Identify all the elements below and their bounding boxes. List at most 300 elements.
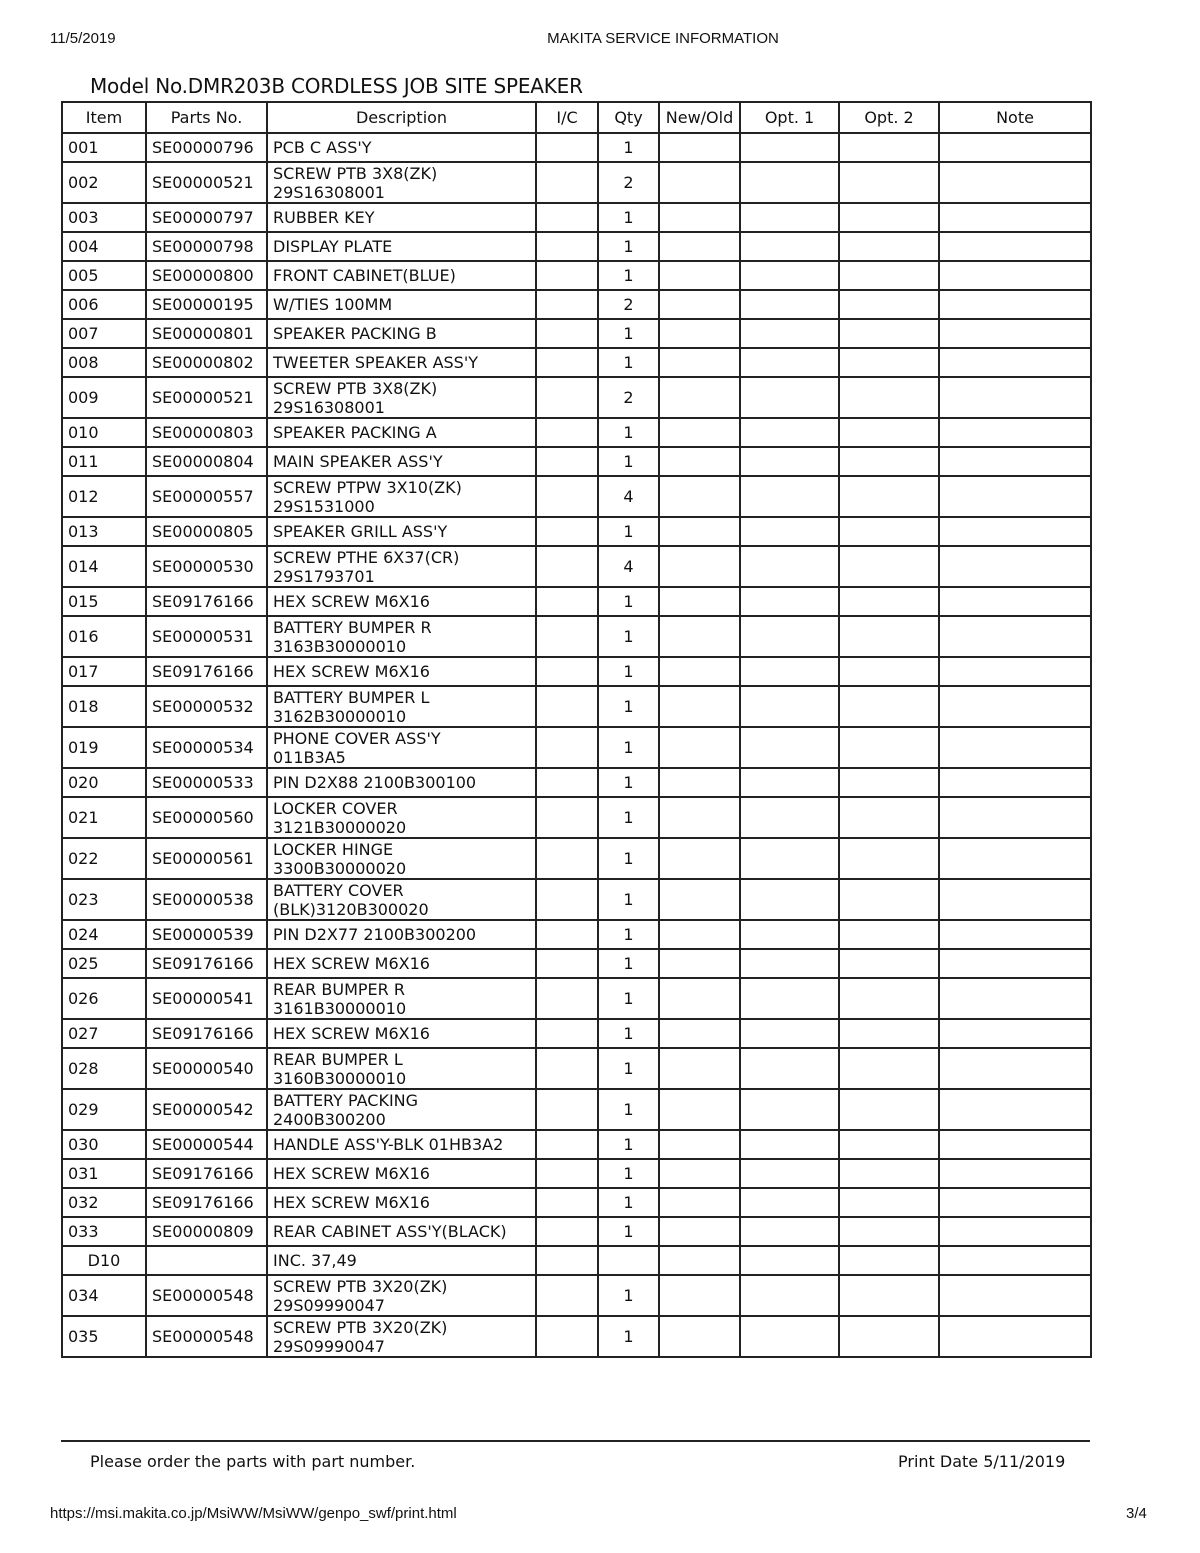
description-line: 29S16308001 bbox=[273, 397, 385, 417]
cell-description bbox=[267, 1275, 536, 1316]
cell-qty: 1 bbox=[598, 261, 659, 290]
cell-opt1 bbox=[740, 447, 839, 476]
cell-opt1 bbox=[740, 920, 839, 949]
cell-item: 009 bbox=[62, 377, 146, 418]
cell-opt2 bbox=[839, 377, 939, 418]
cell-new-old bbox=[659, 1246, 740, 1275]
cell-ic bbox=[536, 978, 598, 1019]
table-row bbox=[62, 727, 1091, 768]
cell-description bbox=[267, 797, 536, 838]
parts-table bbox=[61, 101, 1092, 1358]
cell-note bbox=[939, 377, 1091, 418]
cell-new-old bbox=[659, 348, 740, 377]
cell-item: 034 bbox=[62, 1275, 146, 1316]
cell-note bbox=[939, 1188, 1091, 1217]
table-row bbox=[62, 418, 1091, 447]
description-line: FRONT CABINET(BLUE) bbox=[273, 266, 456, 285]
cell-opt2 bbox=[839, 546, 939, 587]
description-line: 29S09990047 bbox=[273, 1295, 385, 1315]
cell-opt2 bbox=[839, 1246, 939, 1275]
cell-note bbox=[939, 476, 1091, 517]
cell-note bbox=[939, 517, 1091, 546]
footer-print-date: Print Date 5/11/2019 bbox=[898, 1452, 1066, 1471]
table-row bbox=[62, 1130, 1091, 1159]
cell-item: 029 bbox=[62, 1089, 146, 1130]
cell-opt1 bbox=[740, 476, 839, 517]
description-line: SCREW PTHE 6X37(CR) bbox=[273, 547, 460, 567]
cell-note bbox=[939, 920, 1091, 949]
cell-description bbox=[267, 1089, 536, 1130]
cell-qty: 1 bbox=[598, 133, 659, 162]
cell-new-old bbox=[659, 879, 740, 920]
browser-footer-page-number: 3/4 bbox=[1126, 1505, 1147, 1522]
cell-opt2 bbox=[839, 1316, 939, 1357]
cell-new-old bbox=[659, 1089, 740, 1130]
cell-ic bbox=[536, 768, 598, 797]
cell-opt1 bbox=[740, 768, 839, 797]
browser-header-date: 11/5/2019 bbox=[50, 30, 116, 47]
cell-parts-no: SE00000560 bbox=[146, 797, 267, 838]
cell-note bbox=[939, 162, 1091, 203]
cell-parts-no: SE00000539 bbox=[146, 920, 267, 949]
cell-item: 015 bbox=[62, 587, 146, 616]
cell-opt2 bbox=[839, 1048, 939, 1089]
cell-qty: 1 bbox=[598, 1275, 659, 1316]
cell-parts-no: SE00000542 bbox=[146, 1089, 267, 1130]
description-line: 29S09990047 bbox=[273, 1336, 385, 1356]
table-row bbox=[62, 319, 1091, 348]
cell-description bbox=[267, 517, 536, 546]
table-header-row bbox=[62, 102, 1091, 133]
cell-item: 017 bbox=[62, 657, 146, 686]
cell-description bbox=[267, 978, 536, 1019]
cell-qty: 1 bbox=[598, 418, 659, 447]
cell-item: 031 bbox=[62, 1159, 146, 1188]
cell-ic bbox=[536, 348, 598, 377]
table-row bbox=[62, 587, 1091, 616]
cell-qty: 1 bbox=[598, 1089, 659, 1130]
cell-note bbox=[939, 838, 1091, 879]
table-row bbox=[62, 232, 1091, 261]
description-line: SCREW PTB 3X20(ZK) bbox=[273, 1276, 448, 1296]
table-row bbox=[62, 377, 1091, 418]
cell-parts-no: SE00000541 bbox=[146, 978, 267, 1019]
parts-table-body bbox=[62, 133, 1091, 1357]
column-header-item: Item bbox=[62, 102, 146, 133]
table-row bbox=[62, 546, 1091, 587]
description-line: BATTERY BUMPER R bbox=[273, 617, 432, 637]
cell-note bbox=[939, 546, 1091, 587]
cell-opt1 bbox=[740, 1316, 839, 1357]
cell-item: 020 bbox=[62, 768, 146, 797]
cell-new-old bbox=[659, 1188, 740, 1217]
cell-note bbox=[939, 879, 1091, 920]
cell-qty: 1 bbox=[598, 1217, 659, 1246]
description-line: HANDLE ASS'Y-BLK 01HB3A2 bbox=[273, 1135, 504, 1154]
cell-note bbox=[939, 1048, 1091, 1089]
cell-note bbox=[939, 978, 1091, 1019]
description-line: 2400B300200 bbox=[273, 1109, 386, 1129]
cell-opt1 bbox=[740, 587, 839, 616]
table-row bbox=[62, 686, 1091, 727]
description-line: PIN D2X77 2100B300200 bbox=[273, 925, 477, 944]
description-line: W/TIES 100MM bbox=[273, 295, 393, 314]
description-line: 29S1531000 bbox=[273, 496, 375, 516]
cell-parts-no: SE00000802 bbox=[146, 348, 267, 377]
cell-opt2 bbox=[839, 797, 939, 838]
cell-opt2 bbox=[839, 290, 939, 319]
cell-ic bbox=[536, 1275, 598, 1316]
description-line: BATTERY COVER bbox=[273, 880, 404, 900]
cell-parts-no: SE00000540 bbox=[146, 1048, 267, 1089]
cell-parts-no: SE00000538 bbox=[146, 879, 267, 920]
description-line: MAIN SPEAKER ASS'Y bbox=[273, 452, 443, 471]
cell-parts-no bbox=[146, 1246, 267, 1275]
cell-ic bbox=[536, 319, 598, 348]
cell-new-old bbox=[659, 1316, 740, 1357]
cell-ic bbox=[536, 920, 598, 949]
cell-opt1 bbox=[740, 162, 839, 203]
cell-new-old bbox=[659, 768, 740, 797]
cell-note bbox=[939, 418, 1091, 447]
description-line: HEX SCREW M6X16 bbox=[273, 954, 430, 973]
description-line: 011B3A5 bbox=[273, 747, 346, 767]
cell-item: 032 bbox=[62, 1188, 146, 1217]
cell-note bbox=[939, 1019, 1091, 1048]
cell-description bbox=[267, 657, 536, 686]
cell-ic bbox=[536, 838, 598, 879]
cell-description bbox=[267, 838, 536, 879]
cell-description bbox=[267, 1048, 536, 1089]
cell-item: 028 bbox=[62, 1048, 146, 1089]
cell-description bbox=[267, 920, 536, 949]
cell-note bbox=[939, 768, 1091, 797]
cell-qty: 1 bbox=[598, 1019, 659, 1048]
cell-opt2 bbox=[839, 1217, 939, 1246]
cell-qty: 1 bbox=[598, 949, 659, 978]
cell-opt1 bbox=[740, 1217, 839, 1246]
cell-new-old bbox=[659, 1159, 740, 1188]
table-row bbox=[62, 261, 1091, 290]
column-header-opt1: Opt. 1 bbox=[740, 102, 839, 133]
cell-parts-no: SE00000804 bbox=[146, 447, 267, 476]
cell-parts-no: SE00000800 bbox=[146, 261, 267, 290]
description-line: SCREW PTB 3X20(ZK) bbox=[273, 1317, 448, 1337]
cell-description bbox=[267, 879, 536, 920]
cell-parts-no: SE00000548 bbox=[146, 1316, 267, 1357]
cell-ic bbox=[536, 232, 598, 261]
cell-opt2 bbox=[839, 517, 939, 546]
cell-item: 016 bbox=[62, 616, 146, 657]
cell-ic bbox=[536, 290, 598, 319]
cell-opt2 bbox=[839, 133, 939, 162]
cell-description bbox=[267, 447, 536, 476]
description-line: PCB C ASS'Y bbox=[273, 138, 372, 157]
cell-new-old bbox=[659, 1048, 740, 1089]
cell-parts-no: SE09176166 bbox=[146, 587, 267, 616]
table-row bbox=[62, 978, 1091, 1019]
cell-opt2 bbox=[839, 319, 939, 348]
cell-description bbox=[267, 686, 536, 727]
cell-description bbox=[267, 949, 536, 978]
table-row bbox=[62, 949, 1091, 978]
table-row bbox=[62, 1048, 1091, 1089]
cell-new-old bbox=[659, 319, 740, 348]
cell-opt1 bbox=[740, 133, 839, 162]
description-line: SPEAKER GRILL ASS'Y bbox=[273, 522, 448, 541]
table-row bbox=[62, 838, 1091, 879]
cell-ic bbox=[536, 727, 598, 768]
cell-item: 003 bbox=[62, 203, 146, 232]
table-row bbox=[62, 203, 1091, 232]
cell-new-old bbox=[659, 920, 740, 949]
description-line: 3163B30000010 bbox=[273, 636, 407, 656]
cell-item: 011 bbox=[62, 447, 146, 476]
cell-item: 019 bbox=[62, 727, 146, 768]
cell-opt1 bbox=[740, 1089, 839, 1130]
table-row bbox=[62, 348, 1091, 377]
table-row bbox=[62, 1019, 1091, 1048]
cell-description bbox=[267, 1188, 536, 1217]
cell-ic bbox=[536, 476, 598, 517]
cell-description bbox=[267, 418, 536, 447]
cell-description bbox=[267, 768, 536, 797]
cell-new-old bbox=[659, 290, 740, 319]
cell-description bbox=[267, 319, 536, 348]
description-line: REAR BUMPER L bbox=[273, 1049, 403, 1069]
cell-opt1 bbox=[740, 686, 839, 727]
cell-opt2 bbox=[839, 879, 939, 920]
cell-ic bbox=[536, 546, 598, 587]
cell-ic bbox=[536, 203, 598, 232]
cell-parts-no: SE00000803 bbox=[146, 418, 267, 447]
cell-new-old bbox=[659, 476, 740, 517]
cell-opt2 bbox=[839, 978, 939, 1019]
cell-note bbox=[939, 319, 1091, 348]
cell-ic bbox=[536, 261, 598, 290]
cell-opt1 bbox=[740, 418, 839, 447]
cell-qty: 1 bbox=[598, 1188, 659, 1217]
description-line: LOCKER HINGE bbox=[273, 839, 394, 859]
cell-qty: 1 bbox=[598, 447, 659, 476]
cell-item: 018 bbox=[62, 686, 146, 727]
cell-opt1 bbox=[740, 348, 839, 377]
cell-new-old bbox=[659, 797, 740, 838]
cell-note bbox=[939, 348, 1091, 377]
cell-ic bbox=[536, 587, 598, 616]
cell-new-old bbox=[659, 657, 740, 686]
cell-opt2 bbox=[839, 587, 939, 616]
cell-qty: 4 bbox=[598, 476, 659, 517]
cell-qty: 1 bbox=[598, 203, 659, 232]
cell-ic bbox=[536, 797, 598, 838]
cell-opt2 bbox=[839, 232, 939, 261]
cell-opt1 bbox=[740, 727, 839, 768]
cell-note bbox=[939, 1246, 1091, 1275]
cell-opt1 bbox=[740, 616, 839, 657]
cell-item: 007 bbox=[62, 319, 146, 348]
cell-note bbox=[939, 1316, 1091, 1357]
description-line: SCREW PTB 3X8(ZK) bbox=[273, 378, 438, 398]
cell-item: 030 bbox=[62, 1130, 146, 1159]
description-line: 3160B30000010 bbox=[273, 1068, 407, 1088]
cell-parts-no: SE00000532 bbox=[146, 686, 267, 727]
cell-description bbox=[267, 203, 536, 232]
cell-new-old bbox=[659, 838, 740, 879]
cell-qty: 1 bbox=[598, 978, 659, 1019]
description-line: 3300B30000020 bbox=[273, 858, 407, 878]
cell-qty: 1 bbox=[598, 616, 659, 657]
table-row bbox=[62, 1159, 1091, 1188]
cell-new-old bbox=[659, 447, 740, 476]
cell-item: 005 bbox=[62, 261, 146, 290]
cell-parts-no: SE09176166 bbox=[146, 1019, 267, 1048]
cell-opt2 bbox=[839, 616, 939, 657]
cell-note bbox=[939, 232, 1091, 261]
cell-parts-no: SE00000530 bbox=[146, 546, 267, 587]
cell-description bbox=[267, 1159, 536, 1188]
description-line: RUBBER KEY bbox=[273, 208, 375, 227]
column-header-ic: I/C bbox=[536, 102, 598, 133]
cell-new-old bbox=[659, 377, 740, 418]
description-line: 3161B30000010 bbox=[273, 998, 407, 1018]
cell-opt2 bbox=[839, 1188, 939, 1217]
cell-opt1 bbox=[740, 657, 839, 686]
cell-item: 023 bbox=[62, 879, 146, 920]
table-row bbox=[62, 616, 1091, 657]
cell-opt2 bbox=[839, 348, 939, 377]
cell-item: 002 bbox=[62, 162, 146, 203]
table-row bbox=[62, 290, 1091, 319]
description-line: 29S16308001 bbox=[273, 182, 385, 202]
footer-order-note: Please order the parts with part number. bbox=[90, 1452, 416, 1471]
cell-opt2 bbox=[839, 949, 939, 978]
column-header-parts-no: Parts No. bbox=[146, 102, 267, 133]
cell-qty: 1 bbox=[598, 686, 659, 727]
description-line: TWEETER SPEAKER ASS'Y bbox=[273, 353, 478, 372]
cell-description bbox=[267, 1130, 536, 1159]
cell-item: 008 bbox=[62, 348, 146, 377]
description-line: REAR BUMPER R bbox=[273, 979, 405, 999]
cell-opt2 bbox=[839, 727, 939, 768]
browser-header-title: MAKITA SERVICE INFORMATION bbox=[547, 30, 779, 47]
cell-parts-no: SE00000548 bbox=[146, 1275, 267, 1316]
table-row bbox=[62, 879, 1091, 920]
cell-new-old bbox=[659, 1130, 740, 1159]
cell-ic bbox=[536, 162, 598, 203]
table-row bbox=[62, 1246, 1091, 1275]
cell-description bbox=[267, 348, 536, 377]
cell-parts-no: SE00000533 bbox=[146, 768, 267, 797]
cell-description bbox=[267, 1217, 536, 1246]
cell-qty: 2 bbox=[598, 290, 659, 319]
cell-note bbox=[939, 1159, 1091, 1188]
cell-item: 001 bbox=[62, 133, 146, 162]
cell-opt2 bbox=[839, 657, 939, 686]
cell-qty: 2 bbox=[598, 162, 659, 203]
cell-item: 021 bbox=[62, 797, 146, 838]
cell-qty: 1 bbox=[598, 838, 659, 879]
description-line: SPEAKER PACKING A bbox=[273, 423, 437, 442]
description-line: HEX SCREW M6X16 bbox=[273, 1024, 430, 1043]
cell-description bbox=[267, 377, 536, 418]
table-row bbox=[62, 920, 1091, 949]
cell-qty: 1 bbox=[598, 1130, 659, 1159]
cell-new-old bbox=[659, 1275, 740, 1316]
cell-parts-no: SE00000801 bbox=[146, 319, 267, 348]
cell-parts-no: SE09176166 bbox=[146, 1188, 267, 1217]
cell-note bbox=[939, 447, 1091, 476]
cell-ic bbox=[536, 686, 598, 727]
cell-item: 004 bbox=[62, 232, 146, 261]
cell-opt1 bbox=[740, 1159, 839, 1188]
cell-opt1 bbox=[740, 203, 839, 232]
cell-item: D10 bbox=[62, 1246, 146, 1275]
table-row bbox=[62, 447, 1091, 476]
cell-item: 024 bbox=[62, 920, 146, 949]
cell-ic bbox=[536, 418, 598, 447]
cell-opt2 bbox=[839, 203, 939, 232]
description-line: SCREW PTPW 3X10(ZK) bbox=[273, 477, 462, 497]
cell-opt2 bbox=[839, 1159, 939, 1188]
cell-new-old bbox=[659, 587, 740, 616]
cell-new-old bbox=[659, 686, 740, 727]
cell-qty: 4 bbox=[598, 546, 659, 587]
description-line: HEX SCREW M6X16 bbox=[273, 1164, 430, 1183]
cell-description bbox=[267, 290, 536, 319]
cell-opt2 bbox=[839, 1130, 939, 1159]
cell-opt2 bbox=[839, 1275, 939, 1316]
table-row bbox=[62, 1217, 1091, 1246]
description-line: SPEAKER PACKING B bbox=[273, 324, 437, 343]
model-title: Model No.DMR203B CORDLESS JOB SITE SPEAKER bbox=[90, 74, 583, 98]
cell-opt1 bbox=[740, 546, 839, 587]
cell-new-old bbox=[659, 418, 740, 447]
cell-new-old bbox=[659, 546, 740, 587]
description-line: LOCKER COVER bbox=[273, 798, 398, 818]
cell-item: 027 bbox=[62, 1019, 146, 1048]
table-row bbox=[62, 517, 1091, 546]
cell-qty: 1 bbox=[598, 1048, 659, 1089]
cell-note bbox=[939, 587, 1091, 616]
cell-new-old bbox=[659, 727, 740, 768]
cell-ic bbox=[536, 879, 598, 920]
table-row bbox=[62, 1316, 1091, 1357]
cell-note bbox=[939, 657, 1091, 686]
cell-qty bbox=[598, 1246, 659, 1275]
cell-ic bbox=[536, 1246, 598, 1275]
cell-description bbox=[267, 1316, 536, 1357]
cell-description bbox=[267, 162, 536, 203]
cell-ic bbox=[536, 133, 598, 162]
cell-opt2 bbox=[839, 418, 939, 447]
cell-new-old bbox=[659, 232, 740, 261]
cell-ic bbox=[536, 1089, 598, 1130]
cell-new-old bbox=[659, 261, 740, 290]
cell-opt2 bbox=[839, 1019, 939, 1048]
cell-ic bbox=[536, 657, 598, 686]
cell-opt2 bbox=[839, 768, 939, 797]
cell-opt2 bbox=[839, 476, 939, 517]
description-line: PIN D2X88 2100B300100 bbox=[273, 773, 477, 792]
description-line: 3121B30000020 bbox=[273, 817, 407, 837]
footer-divider bbox=[61, 1440, 1090, 1442]
column-header-description: Description bbox=[267, 102, 536, 133]
cell-opt2 bbox=[839, 686, 939, 727]
cell-new-old bbox=[659, 133, 740, 162]
cell-ic bbox=[536, 616, 598, 657]
column-header-note: Note bbox=[939, 102, 1091, 133]
